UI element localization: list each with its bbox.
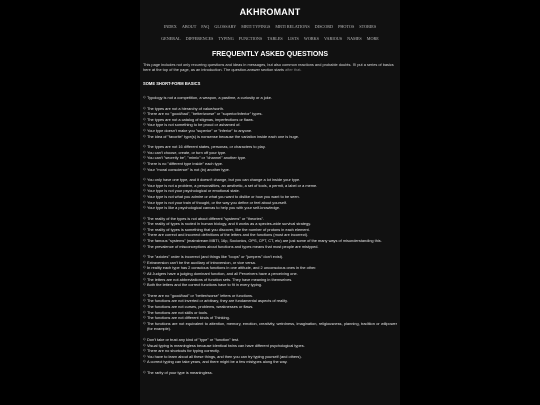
diamond-bullet-icon: ◇ bbox=[143, 254, 146, 259]
nav-link-about[interactable]: ABOUT bbox=[181, 24, 197, 29]
list-item-text: The functions are not equivalent to attention, memory, emotion, creativity, weirdness, imagination, religiousness, planning, tradition or willpower (for example). bbox=[147, 320, 397, 332]
basics-group bbox=[143, 337, 397, 365]
list-item-text: The functions are not inverted or arbitrary, they are fundamental aspects of reality. bbox=[147, 298, 288, 304]
list-item-text: The "axioles" order is incorrect (and things like "loops" or "jumpers" don't exist). bbox=[147, 254, 284, 260]
diamond-bullet-icon: ◇ bbox=[143, 144, 146, 149]
primary-nav bbox=[140, 24, 400, 29]
diamond-bullet-icon: ◇ bbox=[143, 298, 146, 303]
list-item-text: The functions are not different kinds of Thinking. bbox=[147, 315, 230, 321]
diamond-bullet-icon: ◇ bbox=[143, 127, 146, 132]
intro-text: This page includes not only recurring questions and ideas in messages, but also common reactions and probable doubts. I'll put a series of basics here at the top of the page, as an introduction. The question-answer section starts bbox=[143, 62, 394, 73]
nav-link-glossary[interactable]: GLOSSARY bbox=[214, 24, 237, 29]
list-item bbox=[143, 134, 397, 140]
list-item-text: The types are not 16 different states, personas, or characters to play. bbox=[147, 144, 266, 150]
diamond-bullet-icon: ◇ bbox=[143, 160, 146, 165]
basics-group bbox=[143, 293, 397, 332]
list-item-text: Visual typing is meaningless because identical twins can have different psychological types. bbox=[147, 342, 305, 348]
list-item-text: Your type is not your psychological or emotional state. bbox=[147, 188, 240, 194]
diamond-bullet-icon: ◇ bbox=[143, 353, 146, 358]
list-item-text: A correct typing can take years, and there might be a few mistypes along the way. bbox=[147, 359, 288, 365]
basics-group bbox=[143, 177, 397, 211]
list-item-text: You only have one type, and it doesn't change, but you can change a lot inside your type. bbox=[147, 177, 301, 183]
list-item-text: The letters are not abbreviations of function sets. They have meaning in themselves. bbox=[147, 276, 293, 282]
list-item bbox=[143, 321, 397, 332]
intro-end: . bbox=[300, 67, 302, 73]
diamond-bullet-icon: ◇ bbox=[143, 166, 146, 171]
diamond-bullet-icon: ◇ bbox=[143, 95, 146, 99]
diamond-bullet-icon: ◇ bbox=[143, 232, 146, 237]
list-item-text: The types are not a catalog of stigmas, imperfections or flaws. bbox=[147, 116, 254, 122]
diamond-bullet-icon: ◇ bbox=[143, 226, 146, 231]
diamond-bullet-icon: ◇ bbox=[143, 282, 146, 287]
list-item-text: The functions are not skills or tools. bbox=[147, 309, 208, 315]
diamond-bullet-icon: ◇ bbox=[143, 265, 146, 270]
diamond-bullet-icon: ◇ bbox=[143, 188, 146, 193]
diamond-bullet-icon: ◇ bbox=[143, 122, 146, 127]
diamond-bullet-icon: ◇ bbox=[143, 177, 146, 182]
list-item-text: Typology is not a competition, a weapon, a pastime, a curiosity or a joke. bbox=[147, 95, 272, 100]
list-item-text: Your type is not what you admire or what you want to dislike or how you want to be seen. bbox=[147, 193, 300, 199]
basics-group bbox=[143, 216, 397, 250]
diamond-bullet-icon: ◇ bbox=[143, 348, 146, 353]
list-item-text: The reality of the types is not about different "systems" or "theories". bbox=[147, 215, 265, 221]
diamond-bullet-icon: ◇ bbox=[143, 320, 146, 325]
intro-paragraph bbox=[143, 62, 397, 72]
nav-link-functions[interactable]: FUNCTIONS bbox=[238, 36, 263, 41]
list-item bbox=[143, 359, 397, 365]
secondary-nav bbox=[140, 36, 400, 41]
nav-link-more[interactable]: MORE bbox=[366, 36, 379, 41]
basics-list bbox=[143, 95, 397, 381]
list-item-text: The reality of types is rooted in human biology, and it works as a species-wide survival strategy. bbox=[147, 221, 311, 227]
list-item-text: There are no "good/bad" or "better/worse" letters or functions. bbox=[147, 292, 254, 298]
list-item bbox=[143, 205, 397, 211]
basics-group bbox=[143, 254, 397, 288]
after-that-link[interactable]: after that bbox=[285, 67, 301, 73]
diamond-bullet-icon: ◇ bbox=[143, 336, 146, 341]
list-item-text: Your type doesn't make you "superior" or "inferior" to anyone. bbox=[147, 127, 253, 133]
page-title: FREQUENTLY ASKED QUESTIONS bbox=[211, 51, 329, 58]
diamond-bullet-icon: ◇ bbox=[143, 199, 146, 204]
diamond-bullet-icon: ◇ bbox=[143, 193, 146, 198]
list-item-text: Your type is not a problem, a personalities, an aesthetic, a set of tools, a permit, a label or a meme. bbox=[147, 182, 318, 188]
diamond-bullet-icon: ◇ bbox=[143, 205, 146, 210]
list-item-text: Your "moral conscience" is not (in) another type. bbox=[147, 166, 230, 172]
list-item-text: Both the letters and the correct functions have to fit in every typing. bbox=[147, 282, 263, 288]
nav-link-works[interactable]: WORKS bbox=[303, 36, 320, 41]
list-item-text: The idea of "favorite" type(s) is nonsense because the variation inside each one is huge. bbox=[147, 133, 299, 139]
list-item-text: The famous "systems" (mainstream MBTI, 16p, Socionics, OPS, CPT, CT, etc) are just some of the many ways of misunderstanding this. bbox=[147, 238, 382, 244]
list-item bbox=[143, 244, 397, 250]
nav-link-discord[interactable]: DISCORD bbox=[314, 24, 334, 29]
diamond-bullet-icon: ◇ bbox=[143, 342, 146, 347]
nav-link-names[interactable]: NAMES bbox=[347, 36, 362, 41]
diamond-bullet-icon: ◇ bbox=[143, 243, 146, 248]
diamond-bullet-icon: ◇ bbox=[143, 304, 146, 308]
list-item-text: In reality each type has 2 conscious functions in one attitude, and 2 unconscious ones in the other. bbox=[147, 265, 317, 271]
nav-link-index[interactable]: INDEX bbox=[163, 24, 177, 29]
list-item-text: The types are not a hierarchy of value/worth. bbox=[147, 105, 224, 111]
diamond-bullet-icon: ◇ bbox=[143, 155, 146, 160]
list-item-text: Your type is not something to be proud or ashamed of. bbox=[147, 122, 241, 128]
list-item-text: The rarity of your type is meaningless. bbox=[147, 369, 213, 375]
diamond-bullet-icon: ◇ bbox=[143, 182, 146, 187]
list-item-text: Your type is not your train of thought, or the way you define or feel about yourself. bbox=[147, 199, 288, 205]
nav-link-lists[interactable]: LISTS bbox=[287, 36, 299, 41]
list-item-text: You have to learn about all these things, and then you can try typing yourself (and others). bbox=[147, 353, 302, 359]
nav-link-faq[interactable]: FAQ bbox=[201, 24, 210, 29]
diamond-bullet-icon: ◇ bbox=[143, 315, 146, 320]
diamond-bullet-icon: ◇ bbox=[143, 359, 146, 364]
diamond-bullet-icon: ◇ bbox=[143, 292, 146, 297]
nav-link-stories[interactable]: STORIES bbox=[359, 24, 377, 29]
nav-link-photos[interactable]: PHOTOS bbox=[338, 24, 355, 29]
list-item-text: The functions are not curses, problems, weaknesses or flaws. bbox=[147, 304, 254, 309]
nav-link-mbti-relations[interactable]: MBTI RELATIONS bbox=[275, 24, 310, 29]
diamond-bullet-icon: ◇ bbox=[143, 309, 146, 314]
list-item-text: You can't "secretly be", "mimic" or "channel" another type. bbox=[147, 155, 247, 161]
diamond-bullet-icon: ◇ bbox=[143, 369, 146, 374]
nav-link-differences[interactable]: DIFFERENCES bbox=[185, 36, 214, 41]
diamond-bullet-icon: ◇ bbox=[143, 221, 146, 226]
list-item bbox=[143, 370, 397, 376]
list-item-text: Extraversion can't be the auxiliary of introversion, or vice versa. bbox=[147, 259, 256, 265]
diamond-bullet-icon: ◇ bbox=[143, 149, 146, 154]
basics-group bbox=[143, 95, 397, 101]
diamond-bullet-icon: ◇ bbox=[143, 111, 146, 116]
diamond-bullet-icon: ◇ bbox=[143, 238, 146, 243]
diamond-bullet-icon: ◇ bbox=[143, 105, 146, 110]
nav-link-mbti-typings[interactable]: MBTI TYPINGS bbox=[241, 24, 271, 29]
diamond-bullet-icon: ◇ bbox=[143, 271, 146, 276]
list-item-text: All Judgers have a judging dominant function, and all Perceivers have a perceiving one. bbox=[147, 271, 298, 277]
list-item bbox=[143, 167, 397, 173]
diamond-bullet-icon: ◇ bbox=[143, 215, 146, 220]
page-column bbox=[140, 0, 400, 405]
list-item-text: The prevalence of misconceptions about functions and types means that most people are mistyped. bbox=[147, 243, 319, 249]
list-item-text: There is no "different type inside" each type. bbox=[147, 160, 224, 166]
nav-link-general[interactable]: GENERAL bbox=[161, 36, 181, 41]
site-title[interactable]: AKHROMANT bbox=[239, 7, 301, 17]
list-item-text: There are correct and incorrect definitions of the letters and the functions (most are incorrect). bbox=[147, 232, 309, 238]
nav-link-tables[interactable]: TABLES bbox=[267, 36, 283, 41]
section-heading: SOME SHORT-FORM BASICS bbox=[143, 81, 201, 86]
basics-group bbox=[143, 370, 397, 376]
list-item-text: Don't take or trust any kind of "type" or "function" test. bbox=[147, 336, 240, 342]
diamond-bullet-icon: ◇ bbox=[143, 133, 146, 138]
basics-group bbox=[143, 144, 397, 172]
diamond-bullet-icon: ◇ bbox=[143, 276, 146, 281]
nav-link-various[interactable]: VARIOUS bbox=[324, 36, 343, 41]
list-item-text: Your type is like a psychological canvas to help you with your self-knowledge. bbox=[147, 205, 281, 211]
list-item-text: There are no "good/bad", "better/worse" or "superior/inferior" types. bbox=[147, 111, 263, 117]
list-item-text: You can't choose, create, or turn off your type. bbox=[147, 149, 227, 155]
basics-group bbox=[143, 106, 397, 140]
list-item-text: There are no shortcuts for typing correctly. bbox=[147, 348, 220, 354]
list-item-text: The reality of types is something that you discover, like the number of protons in each element. bbox=[147, 226, 310, 232]
diamond-bullet-icon: ◇ bbox=[143, 116, 146, 121]
diamond-bullet-icon: ◇ bbox=[143, 259, 146, 264]
nav-link-typing[interactable]: TYPING bbox=[218, 36, 234, 41]
list-item bbox=[143, 282, 397, 288]
list-item bbox=[143, 95, 397, 101]
